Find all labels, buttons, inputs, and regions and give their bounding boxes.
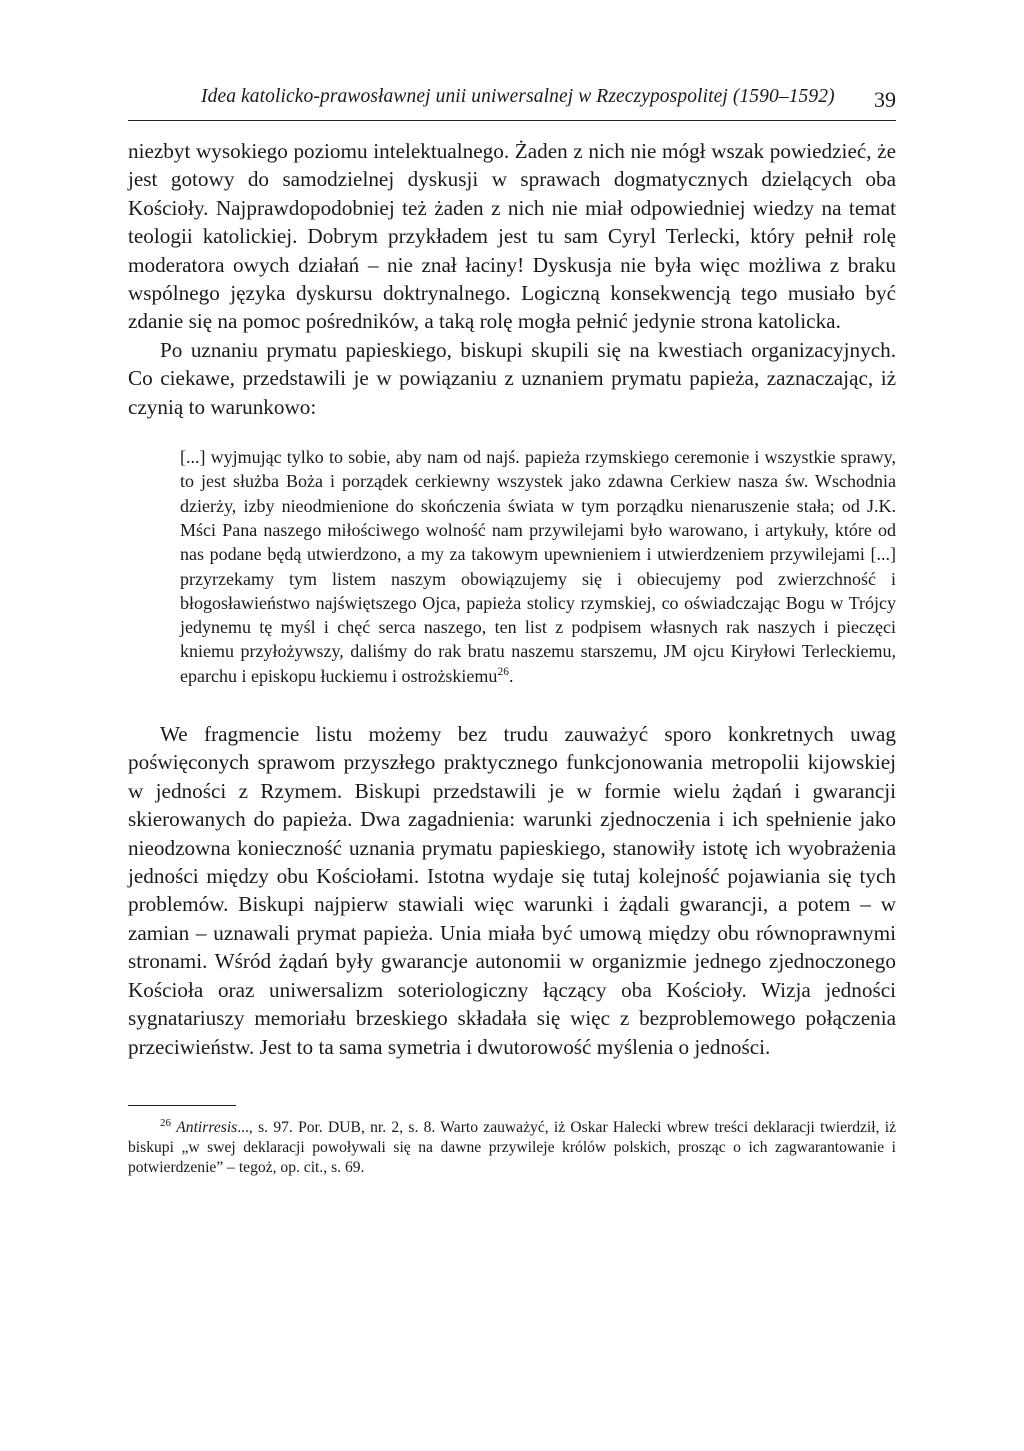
paragraph-2: Po uznaniu prymatu papieskiego, biskupi skupili się na kwestiach organizacyjnych. Co ciekawe, przedstawili je w powiązaniu z uznaniem prymatu papieża, zaznaczając, iż czynią to warunkowo:: [128, 337, 896, 419]
paragraph-1: niezbyt wysokiego poziomu intelektualnego. Żaden z nich nie mógł wszak powiedzieć, że jest gotowy do samodzielnej dyskusji w sprawach dogmatycznych dzielących oba Kościoły. Najprawdopodobniej też żaden z nich nie miał odpowiedniej wiedzy na temat teologii katolickiej. Dobrym przykładem jest tu sam Cyryl Terlecki, który pełnił rolę moderatora owych działań – nie znał łaciny! Dyskusja nie była więc możliwa z braku wspólnego języka dyskursu doktrynalnego. Logiczną konsekwencją tego musiało być zdanie się na pomoc pośredników, a taką rolę mogła pełnić jedynie strona katolicka.: [128, 139, 896, 334]
footnote-text: ..., s. 97. Por. DUB, nr. 2, s. 8. Warto zauważyć, iż Oskar Halecki wbrew treści deklaracji twierdził, iż biskupi „w swej deklaracji powoływali się na dawne przywileje królów polskich, prosząc o ich zagwarantowanie i potwierdzenie” – tegoż, op. cit., s. 69.: [128, 1118, 896, 1176]
paragraph-3: We fragmencie listu możemy bez trudu zauważyć sporo konkretnych uwag poświęconych sprawom przyszłego praktycznego funkcjonowania metropolii kijowskiej w jedności z Rzymem. Biskupi przedstawili je w formie wielu żądań i gwarancji skierowanych do papieża. Dwa zagadnienia: warunki zjednoczenia i ich spełnienie jako nieodzowna konieczność uznania prymatu papieskiego, stanowiły istotę ich wyobrażenia jedności między obu Kościołami. Istotna wydaje się tutaj kolejność pojawiania się tych problemów. Biskupi najpierw stawiali więc warunki i żądali gwarancji, a potem – w zamian – uznawali prymat papieża. Unia miała być umową między obu równoprawnymi stronami. Wśród żądań były gwarancje autonomii w organizmie jednego zjednoczonego Kościoła oraz uniwersalizm soteriologiczny łączący oba Kościoły. Wizja jedności sygnatariuszy memoriału brzeskiego składała się więc z bezproblemowego połączenia przeciwieństw. Jest to ta sama symetria i dwutorowość myślenia o jedności.: [128, 722, 896, 1059]
quote-end: .: [508, 665, 514, 686]
running-head: [128, 80, 896, 121]
footnote-rule: [128, 1105, 236, 1106]
page-number: 39: [874, 87, 896, 112]
block-quote: [180, 445, 896, 688]
footnote-26: [128, 1118, 896, 1178]
quote-text: [...] wyjmując tylko to sobie, aby nam od najś. papieża rzymskiego ceremonie i wszystkie sprawy, to jest służba Boża i porządek cerkiewny wszystek jako zdawna Cerkiew nasza św. Wschodnia dzierży, izby nieodmienione do skończenia świata w tym porządku nienaruszenie stała; od J.K. Mści Pana naszego miłościwego wolność nam przywilejami było warowano, i artykuły, które od nas podane będą utwierdzono, a my za takowym upewnieniem i utwierdzeniem przywilejami [...] przyrzekamy tym listem naszym obowiązujemy się i obiecujemy pod zwierzchność i błogosławieństwo najświętszego Ojca, papieża stolicy rzymskiej, co oświadczając Bogu w Trójcy jedynemu tę myśl i chęć serca naszego, ten list z podpisem własnych rak naszych i pieczęci kniemu przyłożywszy, daliśmy do rak bratu naszemu starszemu, JM ojcu Kiryłowi Terleckiemu, eparchu i episkopu łuckiemu i ostrożskiemu: [180, 447, 896, 686]
footnote-number: 26: [160, 1116, 171, 1129]
footnote-italic: Antirresis: [176, 1118, 238, 1136]
running-title: Idea katolicko-prawosławnej unii uniwersalnej w Rzeczypospolitej (1590–1592): [201, 86, 835, 107]
page-content: [128, 80, 896, 1178]
footnote-ref-26[interactable]: 26: [497, 665, 509, 678]
body-text: [128, 137, 896, 1061]
